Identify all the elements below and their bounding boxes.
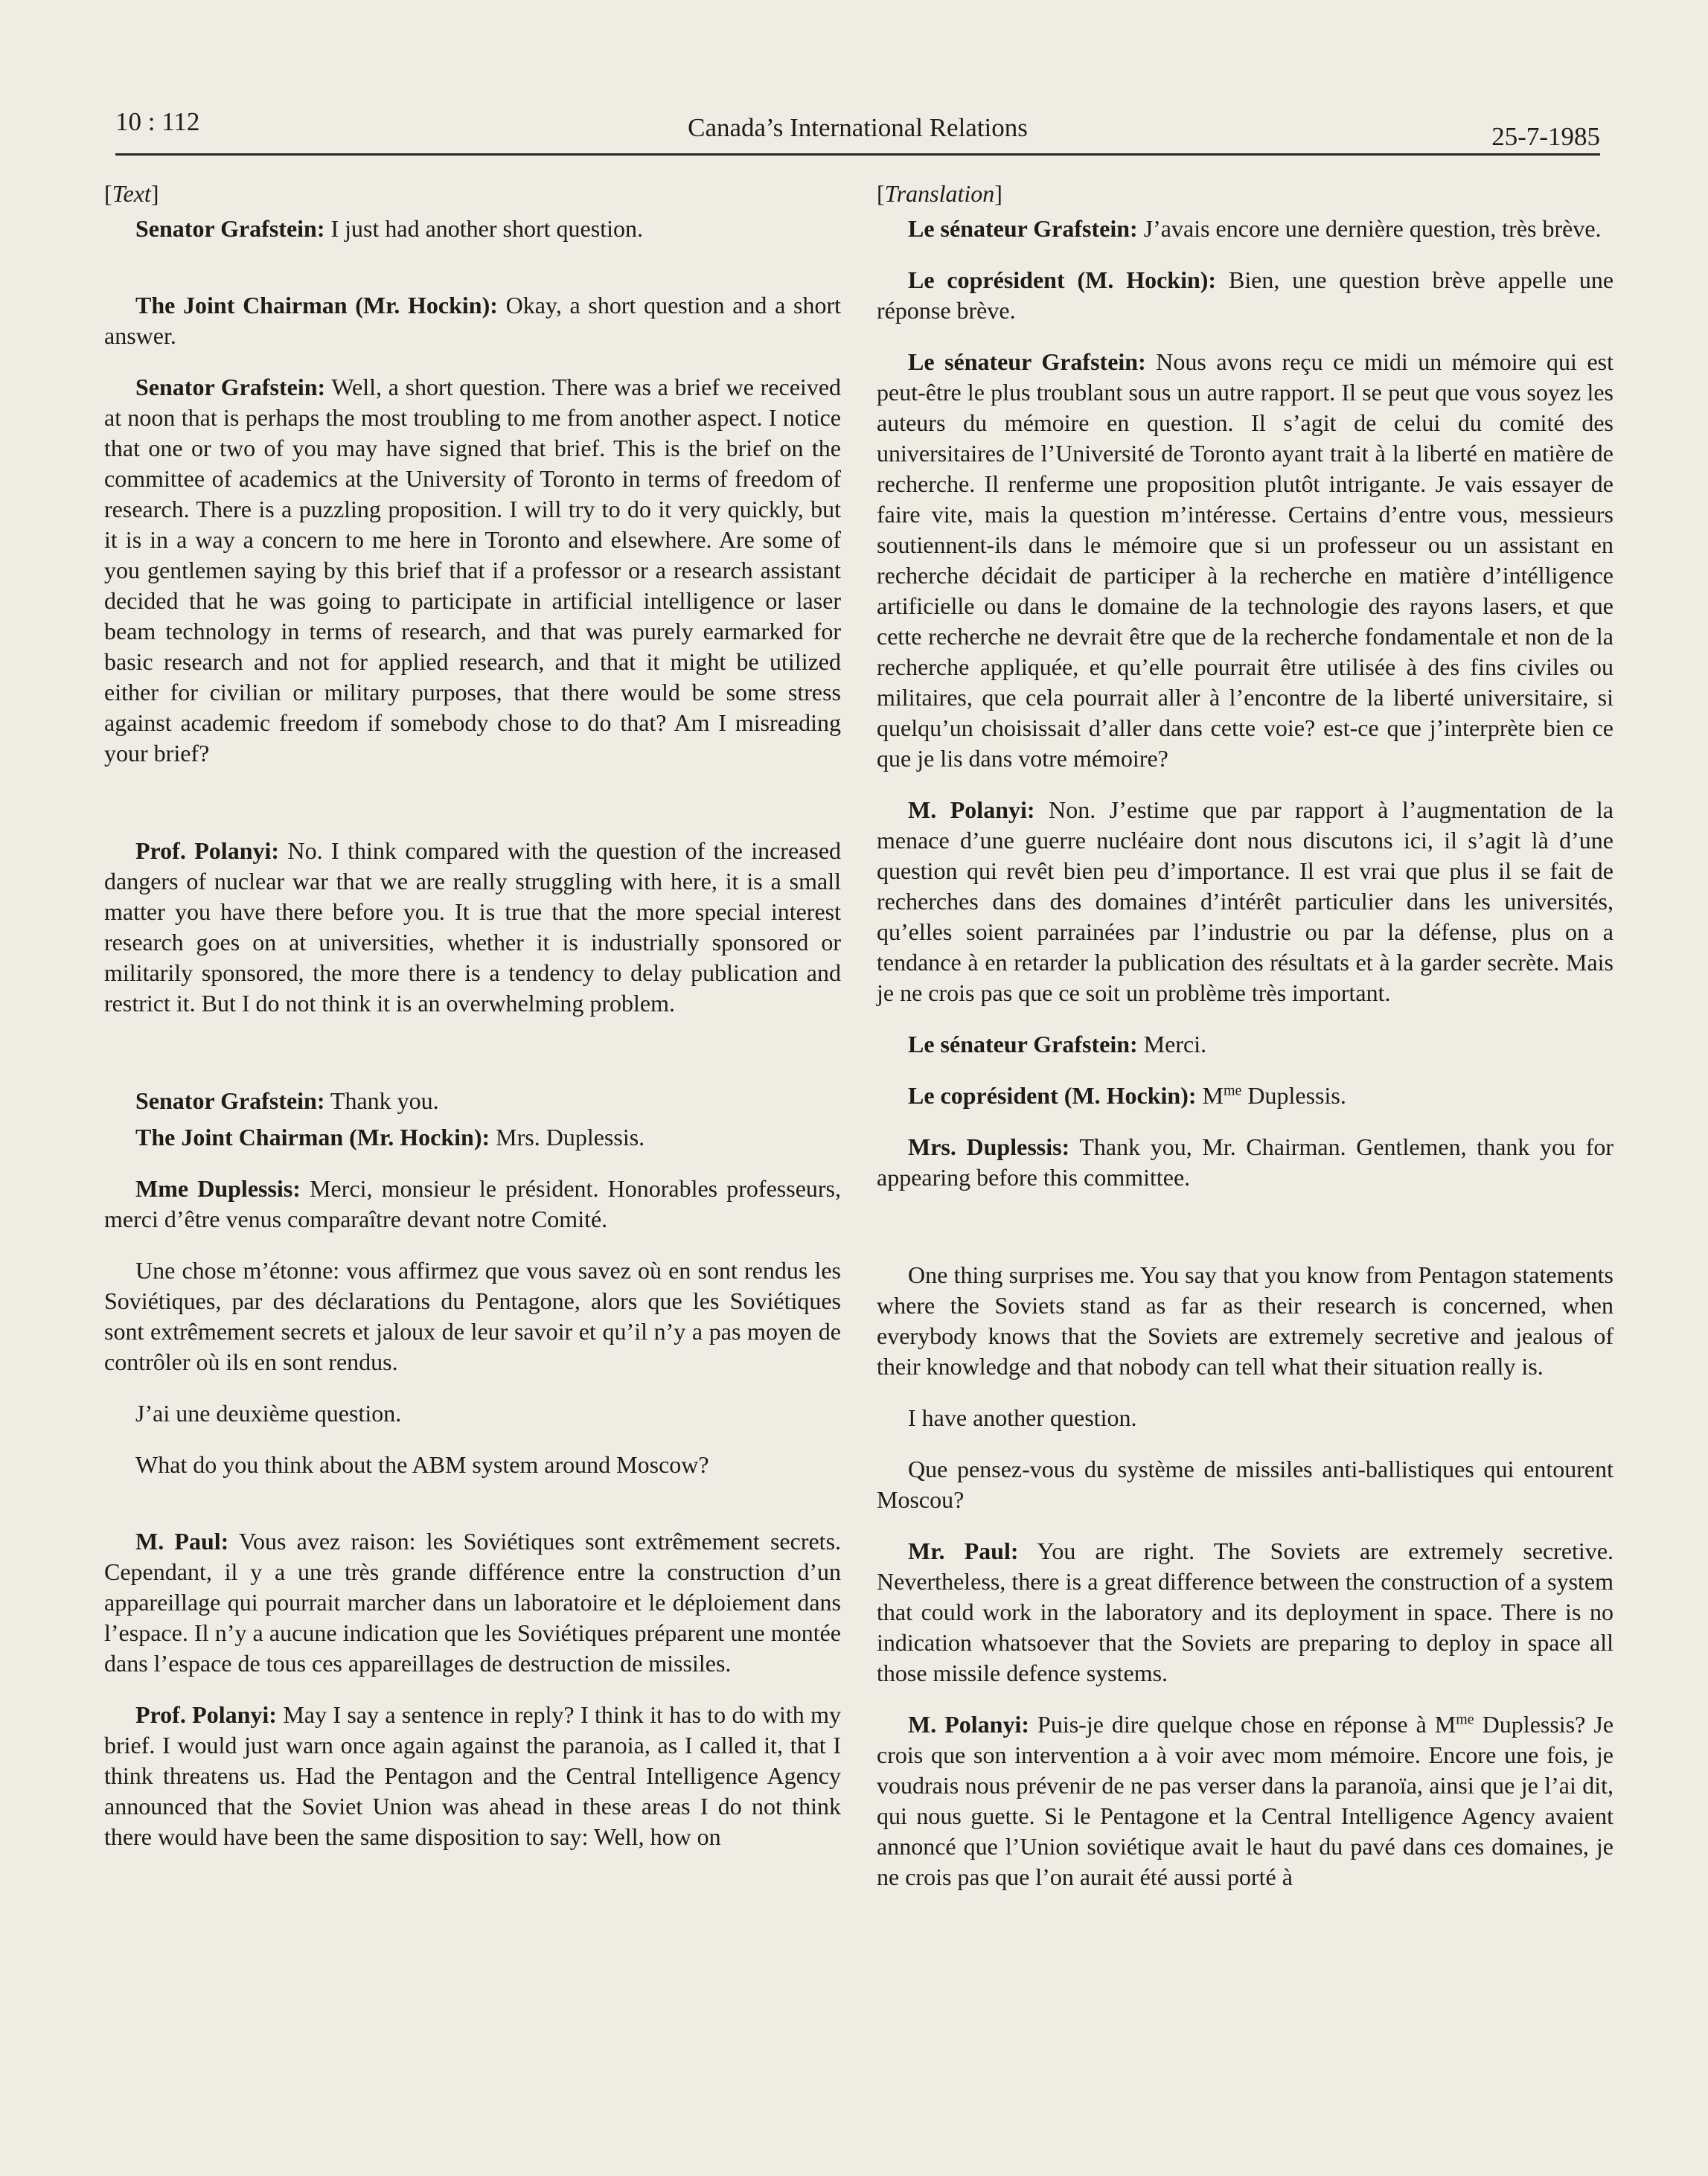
speech: I just had another short question. bbox=[330, 215, 643, 242]
paragraph bbox=[877, 1260, 1613, 1382]
speech: Okay, a short question and a short answer. bbox=[104, 292, 841, 349]
paragraph bbox=[877, 1132, 1613, 1193]
speaker: M. Polanyi: bbox=[908, 796, 1035, 823]
speaker: M. Paul: bbox=[135, 1528, 229, 1555]
paragraph bbox=[104, 1526, 841, 1679]
speech: Nous avons reçu ce midi un mémoire qui est peut-être le plus troublant sous un autre rapport. Il se peut que vous soyez les auteurs du mémoire en question. Il s’agit de celui du comité des universitaires de l’Université de Toronto ayant trait à la liberté en matière de recherche. Il renferme une proposition plutôt intrigante. Je vais essayer de faire vite, mais la question m’intéresse. Certains d’entre vous, messieurs soutiennent-ils dans le mémoire que si un professeur ou un assistant en recherche décidait de participer à la recherche en matière d’intélligence artificielle ou dans le domaine de la technologie des rayons lasers, et que cette recherche ne devrait être que de la recherche fondamentale et non de la recherche appliquée, et qu’elle pourrait être utilisée à des fins civiles ou militaires, que cela pourrait aller à l’encontre de la liberté universitaire, si quelqu’un choisissait d’aller dans cette voie? est-ce que j’interprète bien ce que je lis dans votre mémoire? bbox=[877, 348, 1614, 772]
paragraph bbox=[877, 1536, 1613, 1689]
speech: Thank you. bbox=[330, 1087, 439, 1114]
speech-title-superscript: me bbox=[1223, 1082, 1242, 1099]
paragraph bbox=[104, 372, 841, 769]
speech: What do you think about the ABM system around Moscow? bbox=[135, 1451, 709, 1478]
speaker: Prof. Polanyi: bbox=[135, 837, 280, 864]
paragraph bbox=[104, 1122, 841, 1153]
speech: Puis-je dire quelque chose en réponse à M bbox=[1037, 1711, 1456, 1738]
speaker: Le sénateur Grafstein: bbox=[908, 215, 1138, 242]
paragraph bbox=[877, 1029, 1613, 1060]
paragraph bbox=[877, 795, 1613, 1008]
speech: May I say a sentence in reply? I think it has to do with my brief. I would just warn once again against the paranoia, as I called it, that I think threatens us. Had the Pentagon and the Central Intelligence Agency announced that the Soviet Union was ahead in these areas I do not think there would have been the same disposition to say: Well, how on bbox=[104, 1701, 842, 1850]
speaker: Senator Grafstein: bbox=[135, 215, 325, 242]
speech: Mrs. Duplessis. bbox=[496, 1124, 645, 1151]
paragraph bbox=[877, 1709, 1613, 1892]
paragraph bbox=[877, 1454, 1613, 1515]
speech: J’ai une deuxième question. bbox=[135, 1400, 402, 1427]
paragraph bbox=[104, 1174, 841, 1235]
speaker: Le sénateur Grafstein: bbox=[908, 348, 1146, 375]
paragraph bbox=[104, 1086, 841, 1116]
right-column bbox=[877, 179, 1613, 1892]
sitting-date: 25-7-1985 bbox=[1491, 122, 1600, 151]
speech: Thank you, Mr. Chairman. Gentlemen, thank you for appearing before this committee. bbox=[877, 1133, 1614, 1191]
speech: J’avais encore une dernière question, très brève. bbox=[1143, 215, 1602, 242]
speaker: Mrs. Duplessis: bbox=[908, 1133, 1070, 1160]
speech-superscript: me bbox=[1456, 1711, 1474, 1728]
speaker: Senator Grafstein: bbox=[135, 374, 326, 400]
paragraph bbox=[104, 214, 841, 244]
paragraph bbox=[104, 1255, 841, 1377]
speaker: The Joint Chairman (Mr. Hockin): bbox=[135, 1124, 490, 1151]
speech: Une chose m’étonne: vous affirmez que vous savez où en sont rendus les Soviétiques, par des déclarations du Pentagone, alors que les Soviétiques sont extrêmement secrets et jaloux de leur savoir et qu’il n’y a pas moyen de contrôler où ils en sont rendus. bbox=[104, 1257, 841, 1375]
speech: Bien, une question brève appelle une réponse brève. bbox=[877, 266, 1614, 324]
speech: Merci, monsieur le président. Honorables professeurs, merci d’être venus comparaître devant notre Comité. bbox=[104, 1175, 841, 1232]
speech: Well, a short question. There was a brief we received at noon that is perhaps the most troubling to me from another aspect. I notice that one or two of you may have signed that brief. This is the brief on the committee of academics at the University of Toronto in terms of freedom of research. There is a puzzling proposition. I will try to do it very quickly, but it is in a way a concern to me here in Toronto and elsewhere. Are some of you gentlemen saying by this brief that if a professor or a research assistant decided that he was going to participate in artificial intelligence or laser beam technology in terms of research, and that was purely earmarked for basic research and not for applied research, and that it might be utilized either for civilian or military purposes, that there would be some stress against academic freedom if somebody chose to do that? Am I misreading your brief? bbox=[104, 374, 842, 767]
speech: No. I think compared with the question of the increased dangers of nuclear war that we are really struggling with here, it is a small matter you have there before you. It is true that the more special interest research goes on at universities, whether it is industrially sponsored or militarily sponsored, the more there is a tendency to delay publication and restrict it. But I do not think it is an overwhelming problem. bbox=[104, 837, 842, 1017]
speaker: Le coprésident (M. Hockin): bbox=[908, 266, 1217, 293]
paragraph bbox=[104, 290, 841, 351]
speech-title: M bbox=[1202, 1082, 1224, 1109]
speaker: Mme Duplessis: bbox=[135, 1175, 301, 1202]
paragraph bbox=[877, 1403, 1613, 1433]
speaker: M. Polanyi: bbox=[908, 1711, 1029, 1738]
speaker: Le coprésident (M. Hockin): bbox=[908, 1082, 1197, 1109]
speech: Duplessis. bbox=[1247, 1082, 1346, 1109]
speech-continued: Duplessis? Je crois que son intervention a à voir avec mom mémoire. Encore une fois, je voudrais nous prévenir de ne pas verser dans la paranoïa, ainsi que je l’ai dit, qui nous guette. Si le Pentagone et la Central Intelligence Agency avaient annoncé que l’Union soviétique avait le haut du pavé dans ces domaines, je ne crois pas que l’on aurait été aussi porté à bbox=[877, 1711, 1614, 1890]
paragraph bbox=[104, 1700, 841, 1852]
page-header bbox=[115, 104, 1600, 156]
page-number: 10 : 112 bbox=[115, 107, 200, 136]
paragraph bbox=[104, 1450, 841, 1480]
speech: One thing surprises me. You say that you know from Pentagon statements where the Soviets stand as far as their research is concerned, when everybody knows that the Soviets are extremely secretive and jealous of their knowledge and that nobody can tell what their situation really is. bbox=[877, 1261, 1613, 1380]
paragraph bbox=[877, 1081, 1613, 1111]
speaker: The Joint Chairman (Mr. Hockin): bbox=[135, 292, 498, 319]
left-column bbox=[104, 179, 841, 1852]
speech: You are right. The Soviets are extremely secretive. Nevertheless, there is a great difference between the construction of a system that could work in the laboratory and its deployment in space. There is no indication whatsoever that the Soviets are preparing to deploy in space all those missile defence systems. bbox=[877, 1537, 1614, 1686]
speaker: Mr. Paul: bbox=[908, 1537, 1019, 1564]
column-label: [Text] bbox=[104, 180, 159, 207]
speech: Vous avez raison: les Soviétiques sont extrêmement secrets. Cependant, il y a une très grande différence entre la construction d’un appareillage qui pourrait marcher dans un laboratoire et le déploiement dans l’espace. Il n’y a aucune indication que les Soviétiques préparent une montée dans l’espace de tous ces appareillages de destruction de missiles. bbox=[104, 1528, 842, 1677]
running-title: Canada’s International Relations bbox=[688, 113, 1028, 142]
speech: Merci. bbox=[1143, 1031, 1207, 1057]
paragraph bbox=[104, 1398, 841, 1429]
speech: Non. J’estime que par rapport à l’augmentation de la menace d’une guerre nucléaire dont nous discutons ici, il s’agit là d’une question qui revêt bien peu d’importance. Il est vrai que plus il se fait de recherches dans des domaines d’intérêt particulier dans les universités, qu’elles soient parrainées par l’industrie ou par la défense, plus on a tendance à en retarder la publication des résultats et à la garder secrète. Mais je ne crois pas que ce soit un problème très important. bbox=[877, 796, 1614, 1006]
speech: Que pensez-vous du système de missiles anti-ballistiques qui entourent Moscou? bbox=[877, 1456, 1613, 1513]
paragraph bbox=[877, 214, 1613, 244]
paragraph bbox=[877, 265, 1613, 326]
paragraph bbox=[104, 836, 841, 1019]
speaker: Senator Grafstein: bbox=[135, 1087, 325, 1114]
speaker: Prof. Polanyi: bbox=[135, 1701, 277, 1728]
column-label: [Translation] bbox=[877, 180, 1002, 207]
paragraph bbox=[877, 347, 1613, 774]
speech: I have another question. bbox=[908, 1404, 1137, 1431]
speaker: Le sénateur Grafstein: bbox=[908, 1031, 1138, 1057]
